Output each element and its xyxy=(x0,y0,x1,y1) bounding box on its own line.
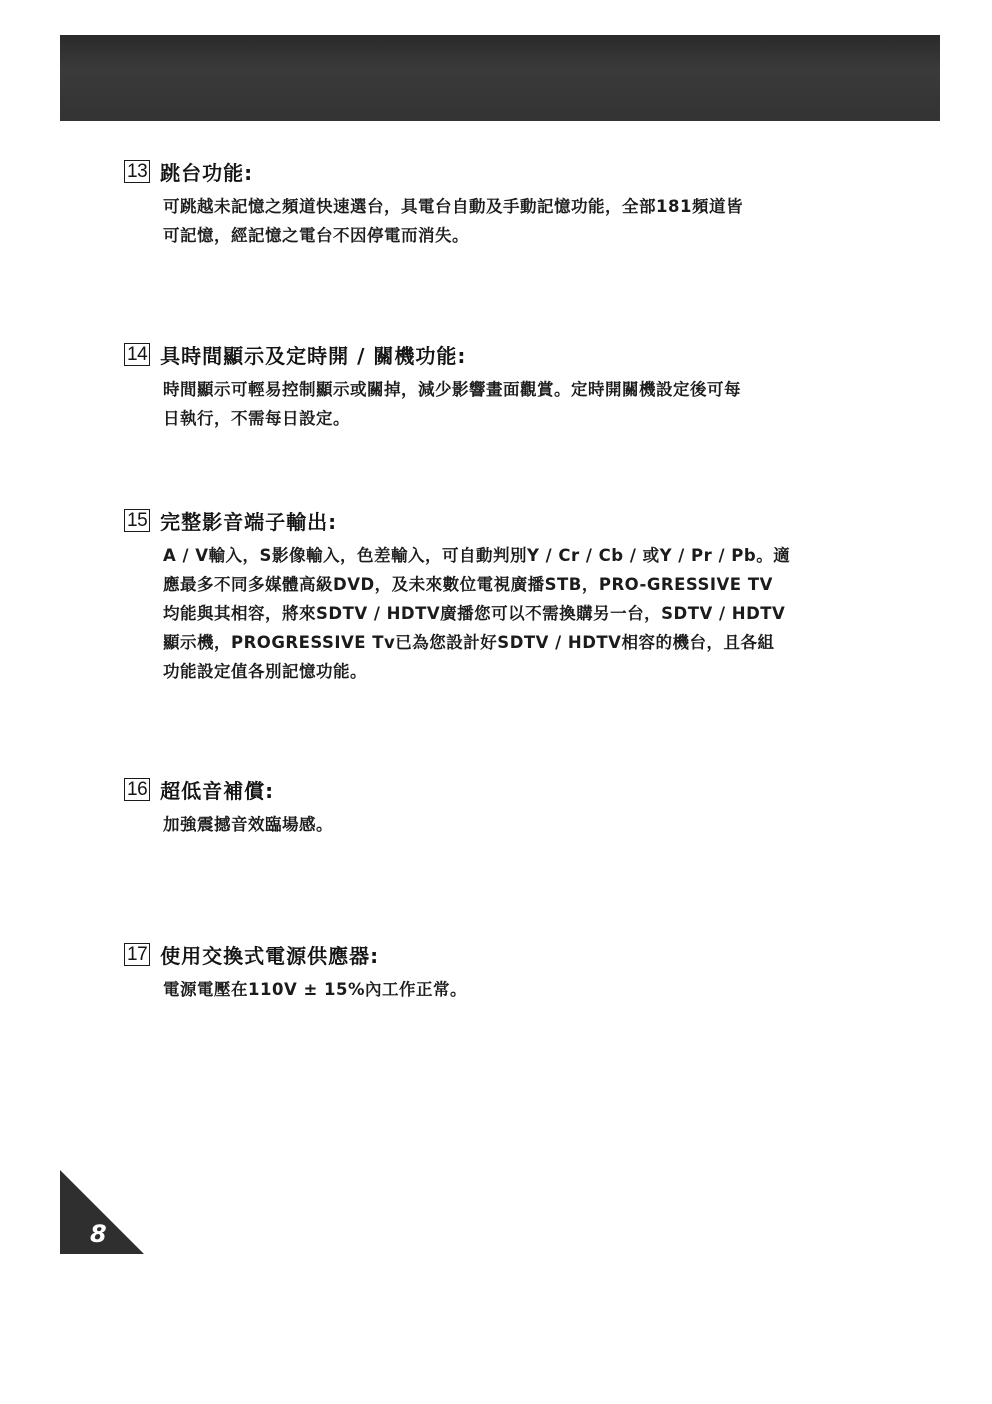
section-14 xyxy=(124,341,914,433)
section-body xyxy=(163,375,914,433)
body-line: 顯示機，PROGRESSIVE Tv已為您設計好SDTV / HDTV相容的機台，且各組 xyxy=(163,633,775,652)
body-line: 電源電壓在110V ± 15%內工作正常。 xyxy=(163,980,468,999)
section-15 xyxy=(124,507,914,686)
body-line: 功能設定值各別記憶功能。 xyxy=(163,662,367,681)
page-number: 8 xyxy=(90,1220,107,1248)
section-title: 跳台功能: xyxy=(160,160,254,185)
section-body xyxy=(163,192,914,250)
section-13 xyxy=(124,158,914,250)
body-line: 可跳越未記憶之頻道快速選台，具電台自動及手動記憶功能，全部181頻道皆 xyxy=(163,197,743,216)
top-banner xyxy=(60,35,940,121)
section-header xyxy=(124,341,914,367)
body-line: A / V輸入，S影像輸入，色差輸入，可自動判別Y / Cr / Cb / 或Y / Pr / Pb。適 xyxy=(163,546,791,565)
body-line: 日執行，不需每日設定。 xyxy=(163,409,350,428)
section-title: 超低音補償: xyxy=(160,778,275,803)
body-line: 時間顯示可輕易控制顯示或關掉，減少影響畫面觀賞。定時開關機設定後可每 xyxy=(163,380,741,399)
section-title: 完整影音端子輸出: xyxy=(160,509,338,534)
section-number: 14 xyxy=(124,343,150,366)
body-line: 可記憶，經記憶之電台不因停電而消失。 xyxy=(163,226,469,245)
section-17 xyxy=(124,941,914,1004)
section-16 xyxy=(124,776,914,839)
section-title: 具時間顯示及定時開 / 關機功能: xyxy=(160,343,467,368)
section-header xyxy=(124,941,914,967)
section-number: 15 xyxy=(124,509,150,532)
section-number: 16 xyxy=(124,778,150,801)
body-line: 應最多不同多媒體高級DVD，及未來數位電視廣播STB，PRO-GRESSIVE TV xyxy=(163,575,773,594)
section-number: 13 xyxy=(124,160,150,183)
section-body xyxy=(163,541,914,686)
section-header xyxy=(124,507,914,533)
section-header xyxy=(124,158,914,184)
section-header xyxy=(124,776,914,802)
body-line: 均能與其相容，將來SDTV / HDTV廣播您可以不需換購另一台，SDTV / HDTV xyxy=(163,604,786,623)
body-line: 加強震撼音效臨場感。 xyxy=(163,815,333,834)
section-body xyxy=(163,810,914,839)
section-title: 使用交換式電源供應器: xyxy=(160,943,380,968)
section-number: 17 xyxy=(124,943,150,966)
section-body xyxy=(163,975,914,1004)
